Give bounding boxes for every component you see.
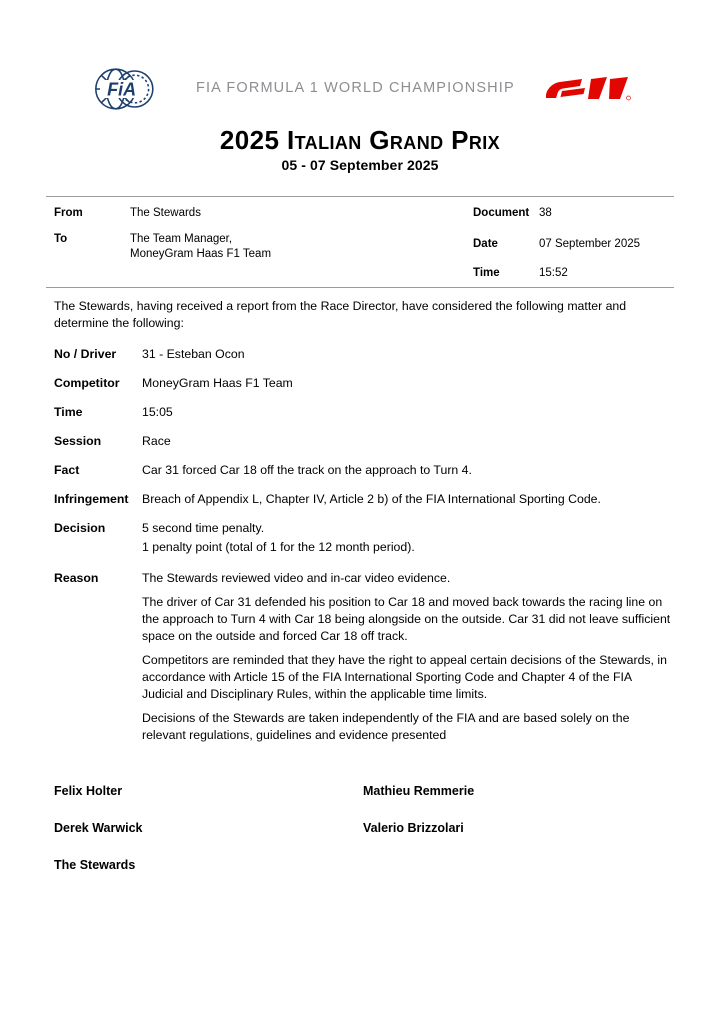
reason-paragraph-4: Decisions of the Stewards are taken independently of the FIA and are based solely on the relevant regulations, guidelines and evidence presented <box>142 710 630 742</box>
meta-left-column <box>54 206 454 273</box>
field-row-no-driver <box>54 346 674 363</box>
infringement-label: Infringement <box>54 491 129 506</box>
meta-row-to <box>54 232 454 263</box>
stewards-role-label: The Stewards <box>54 858 136 872</box>
time-field-label: Time <box>54 404 83 419</box>
decision-value <box>142 520 674 556</box>
reason-label: Reason <box>54 570 99 585</box>
document-label: Document <box>473 207 530 219</box>
to-value <box>130 232 271 263</box>
decision-line-2: 1 penalty point (total of 1 for the 12 month period). <box>142 539 415 554</box>
f1-logo-icon <box>545 76 631 102</box>
document-value: 38 <box>539 207 552 219</box>
time-field-value: 15:05 <box>142 404 173 419</box>
fact-label: Fact <box>54 462 80 477</box>
divider-top <box>46 196 674 197</box>
document-meta <box>0 206 720 284</box>
meta-row-from <box>54 206 454 222</box>
fact-value: Car 31 forced Car 18 off the track on the approach to Turn 4. <box>142 462 472 477</box>
steward-name-1: Felix Holter <box>54 784 123 798</box>
signature-block <box>54 784 674 895</box>
signature-row-1 <box>54 784 674 821</box>
decision-fields <box>54 346 674 743</box>
meta-row-document <box>473 206 693 222</box>
field-row-session <box>54 433 674 450</box>
signature-row-3 <box>54 858 674 895</box>
championship-wordmark: FIA FORMULA 1 WORLD CHAMPIONSHIP <box>196 80 515 96</box>
no-driver-label: No / Driver <box>54 347 117 361</box>
reason-paragraph-3: Competitors are reminded that they have the right to appeal certain decisions of the Stewards, in accordance with Article 15 of the FIA International Sporting Code and Chapter 4 of the FIA Judicial and Disciplinary Rules, within the applicable time limits. <box>142 652 667 701</box>
page-title: 2025 Italian Grand Prix <box>219 125 501 155</box>
from-value: The Stewards <box>130 207 201 219</box>
competitor-value: MoneyGram Haas F1 Team <box>142 375 293 390</box>
svg-text:FiA: FiA <box>107 79 137 100</box>
decision-label: Decision <box>54 520 106 535</box>
decision-line-1: 5 second time penalty. <box>142 520 265 535</box>
no-driver-value: 31 - Esteban Ocon <box>142 347 245 361</box>
signature-row-2 <box>54 821 674 858</box>
session-label: Session <box>54 433 102 448</box>
time-value: 15:52 <box>539 267 568 280</box>
steward-name-3: Derek Warwick <box>54 821 143 835</box>
fia-logo-icon <box>88 62 160 116</box>
to-value-line1: The Team Manager, <box>130 232 233 245</box>
meta-right-column <box>473 206 693 292</box>
session-value: Race <box>142 433 171 448</box>
reason-paragraph-2: The driver of Car 31 defended his position to Car 18 and moved back towards the racing line on the approach to Turn 4 with Car 18 being alongside on the outside. Car 31 did not leave sufficient space on the outside and forced Car 18 off track. <box>142 594 671 643</box>
event-dates: 05 - 07 September 2025 <box>281 157 439 174</box>
steward-name-4: Valerio Brizzolari <box>363 821 464 835</box>
date-label: Date <box>473 237 498 250</box>
infringement-value: Breach of Appendix L, Chapter IV, Article 2 b) of the FIA International Sporting Code. <box>142 491 601 506</box>
meta-row-time <box>473 266 693 282</box>
competitor-label: Competitor <box>54 375 120 390</box>
document-header <box>0 58 720 120</box>
field-row-decision <box>54 520 674 556</box>
field-row-infringement <box>54 491 674 508</box>
to-label: To <box>54 232 68 245</box>
title-block <box>0 126 720 173</box>
date-value: 07 September 2025 <box>539 237 641 250</box>
field-row-time <box>54 404 674 421</box>
field-row-reason <box>54 570 674 744</box>
meta-row-date <box>473 237 693 253</box>
field-row-fact <box>54 462 674 479</box>
intro-paragraph: The Stewards, having received a report from the Race Director, have considered the following matter and determine the following: <box>54 299 627 330</box>
time-label: Time <box>473 267 500 280</box>
reason-paragraph-1: The Stewards reviewed video and in-car video evidence. <box>142 570 451 585</box>
from-label: From <box>54 207 83 219</box>
reason-value <box>142 570 674 744</box>
to-value-line2: MoneyGram Haas F1 Team <box>130 248 272 261</box>
field-row-competitor <box>54 375 674 392</box>
steward-name-2: Mathieu Remmerie <box>363 784 475 798</box>
